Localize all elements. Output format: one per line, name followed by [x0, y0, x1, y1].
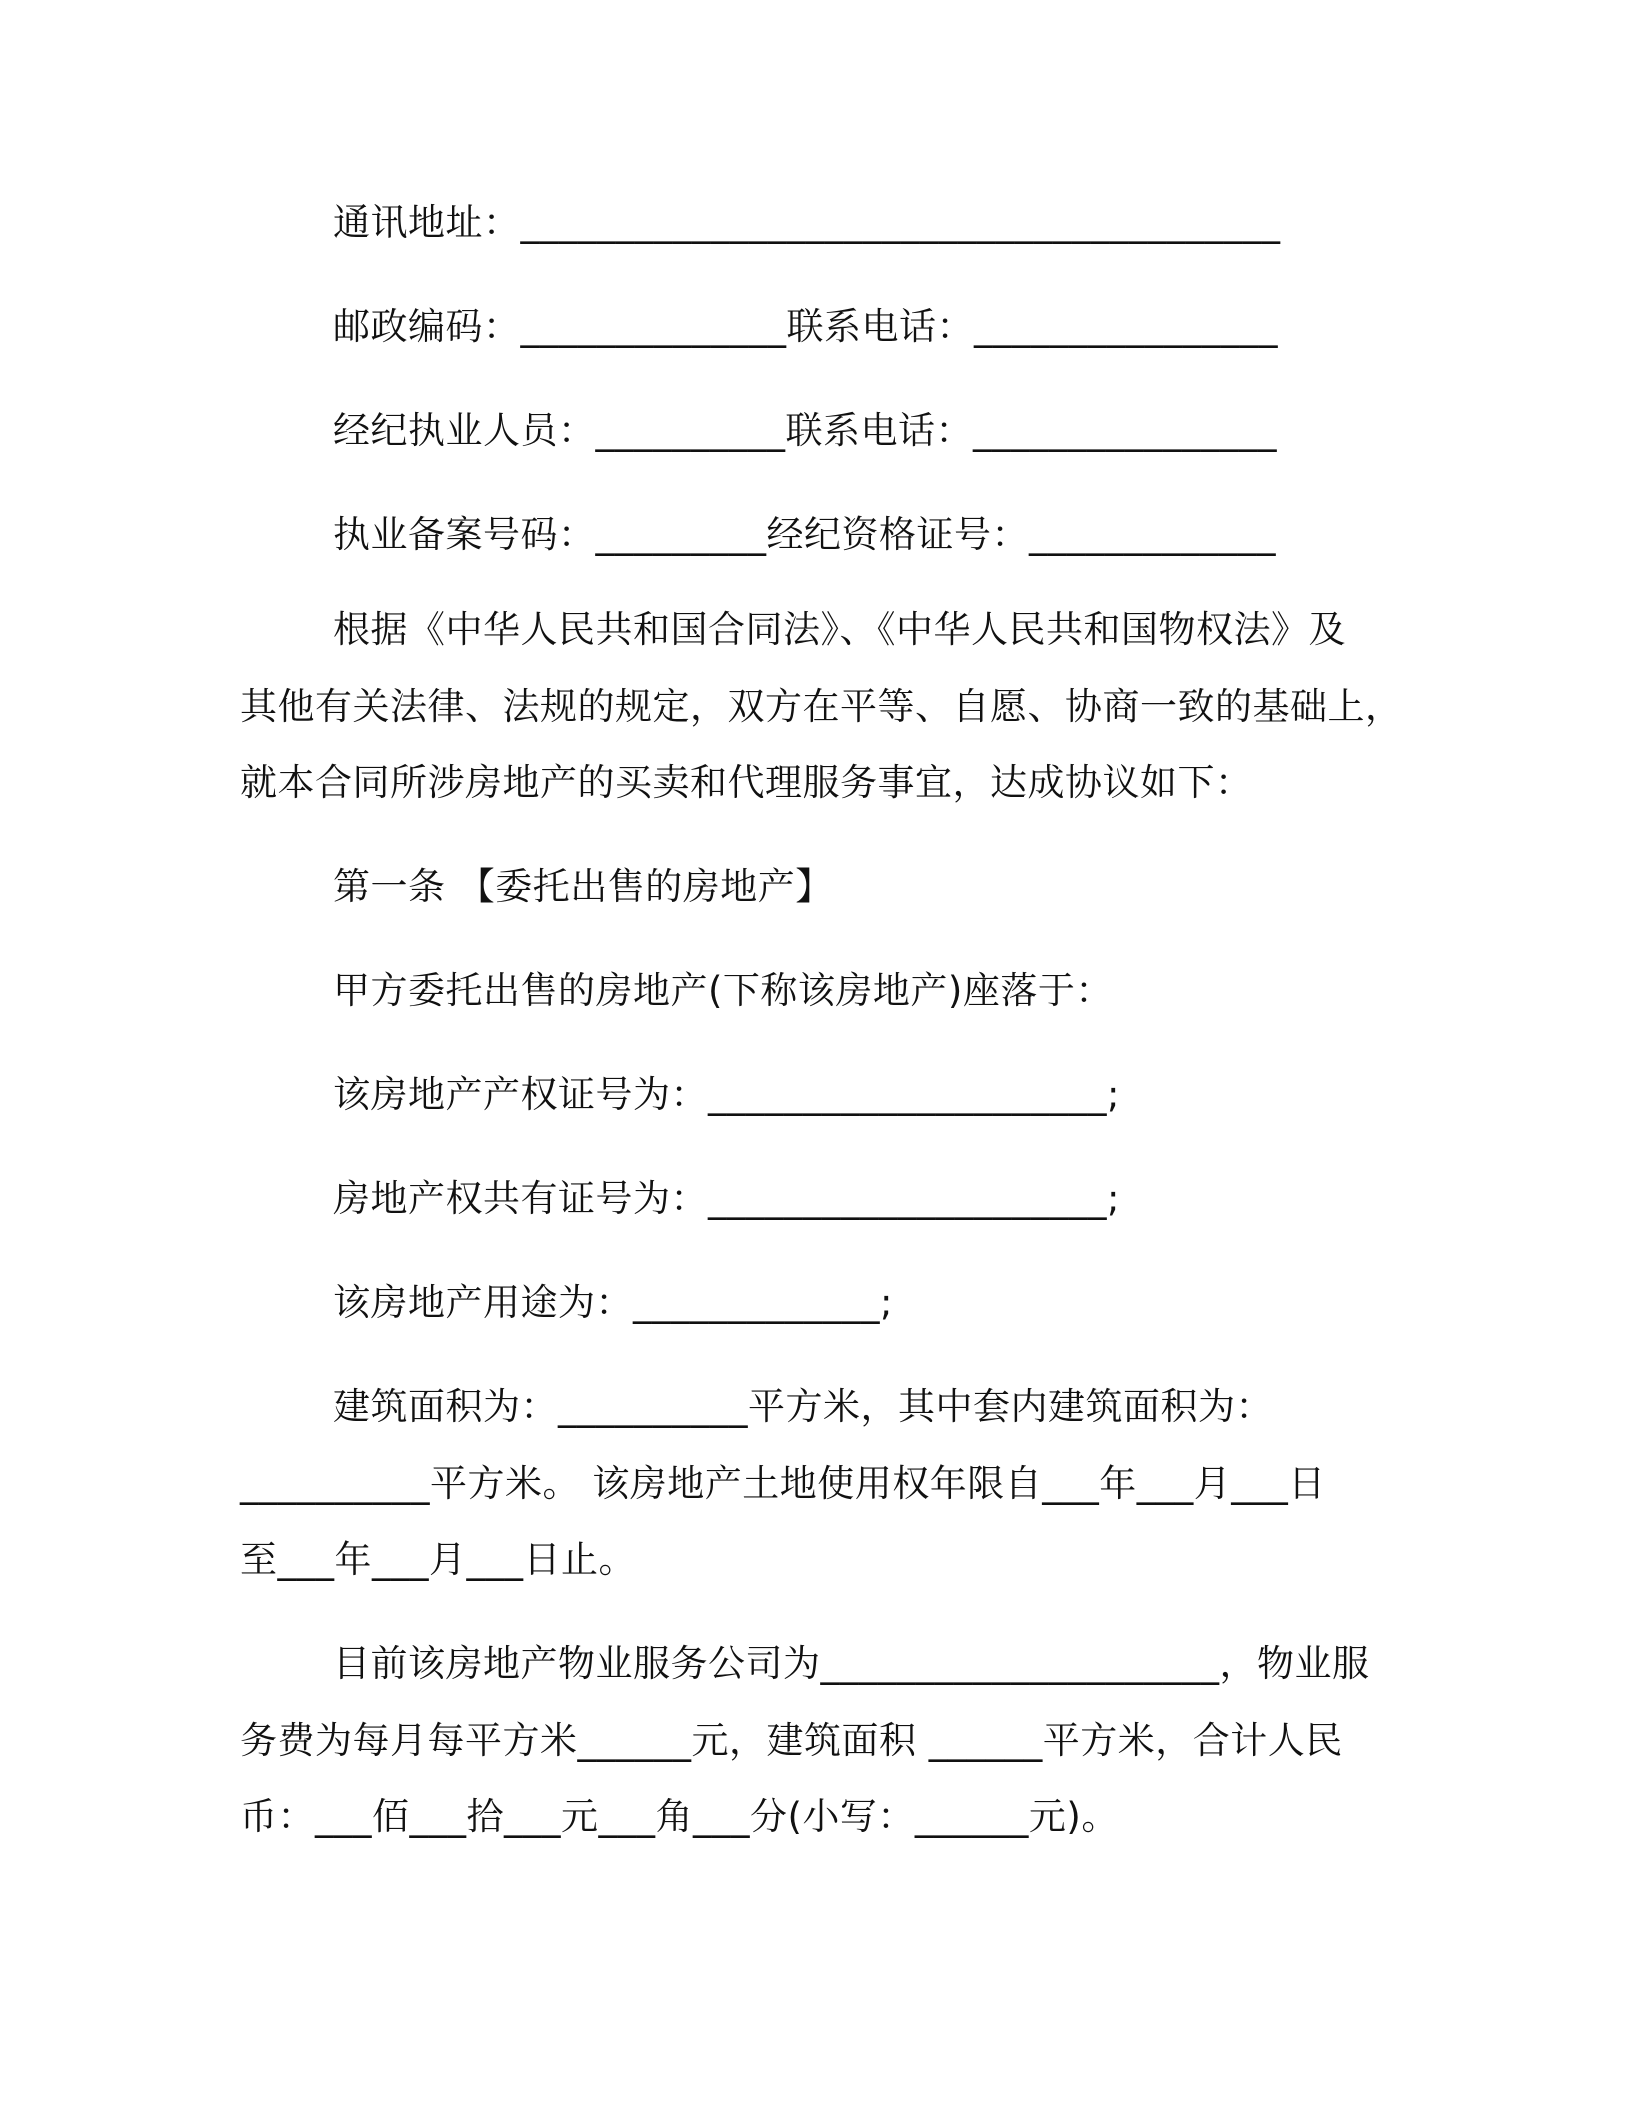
property-service-line-3: 币：___佰___拾___元___角___分(小写：______元)。 [240, 1795, 1119, 1838]
article-one-heading: 第一条 【委托出售的房地产】 [333, 865, 833, 908]
filing-and-license-field: 执业备案号码：_________经纪资格证号：_____________ [333, 513, 1276, 556]
agent-and-phone-field: 经纪执业人员：__________联系电话：________________ [333, 409, 1277, 452]
preamble-line-1: 根据《中华人民共和国合同法》、《中华人民共和国物权法》及 [333, 608, 1346, 651]
co-ownership-certificate-field: 房地产权共有证号为：_____________________; [333, 1177, 1120, 1220]
preamble-line-2: 其他有关法律、法规的规定，双方在平等、自愿、协商一致的基础上， [240, 685, 1403, 728]
area-line-3: 至___年___月___日止。 [240, 1538, 636, 1581]
title-certificate-field: 该房地产产权证号为：_____________________; [333, 1073, 1120, 1116]
area-line-1: 建筑面积为：__________平方米，其中套内建筑面积为： [333, 1385, 1273, 1428]
preamble-line-3: 就本合同所涉房地产的买卖和代理服务事宜，达成协议如下： [240, 761, 1253, 804]
mailing-address-field: 通讯地址：________________________________________ [333, 201, 1281, 244]
area-line-2: __________平方米。 该房地产土地使用权年限自___年___月___日 [240, 1462, 1326, 1505]
property-use-field: 该房地产用途为：_____________; [333, 1281, 893, 1324]
property-service-line-1: 目前该房地产物业服务公司为_____________________，物业服 [333, 1642, 1370, 1685]
property-service-line-2: 务费为每月每平方米______元，建筑面积 ______平方米，合计人民 [240, 1719, 1343, 1762]
postal-code-and-phone-field: 邮政编码：______________联系电话：________________ [333, 305, 1278, 348]
property-location-line: 甲方委托出售的房地产(下称该房地产)座落于： [333, 969, 1113, 1012]
